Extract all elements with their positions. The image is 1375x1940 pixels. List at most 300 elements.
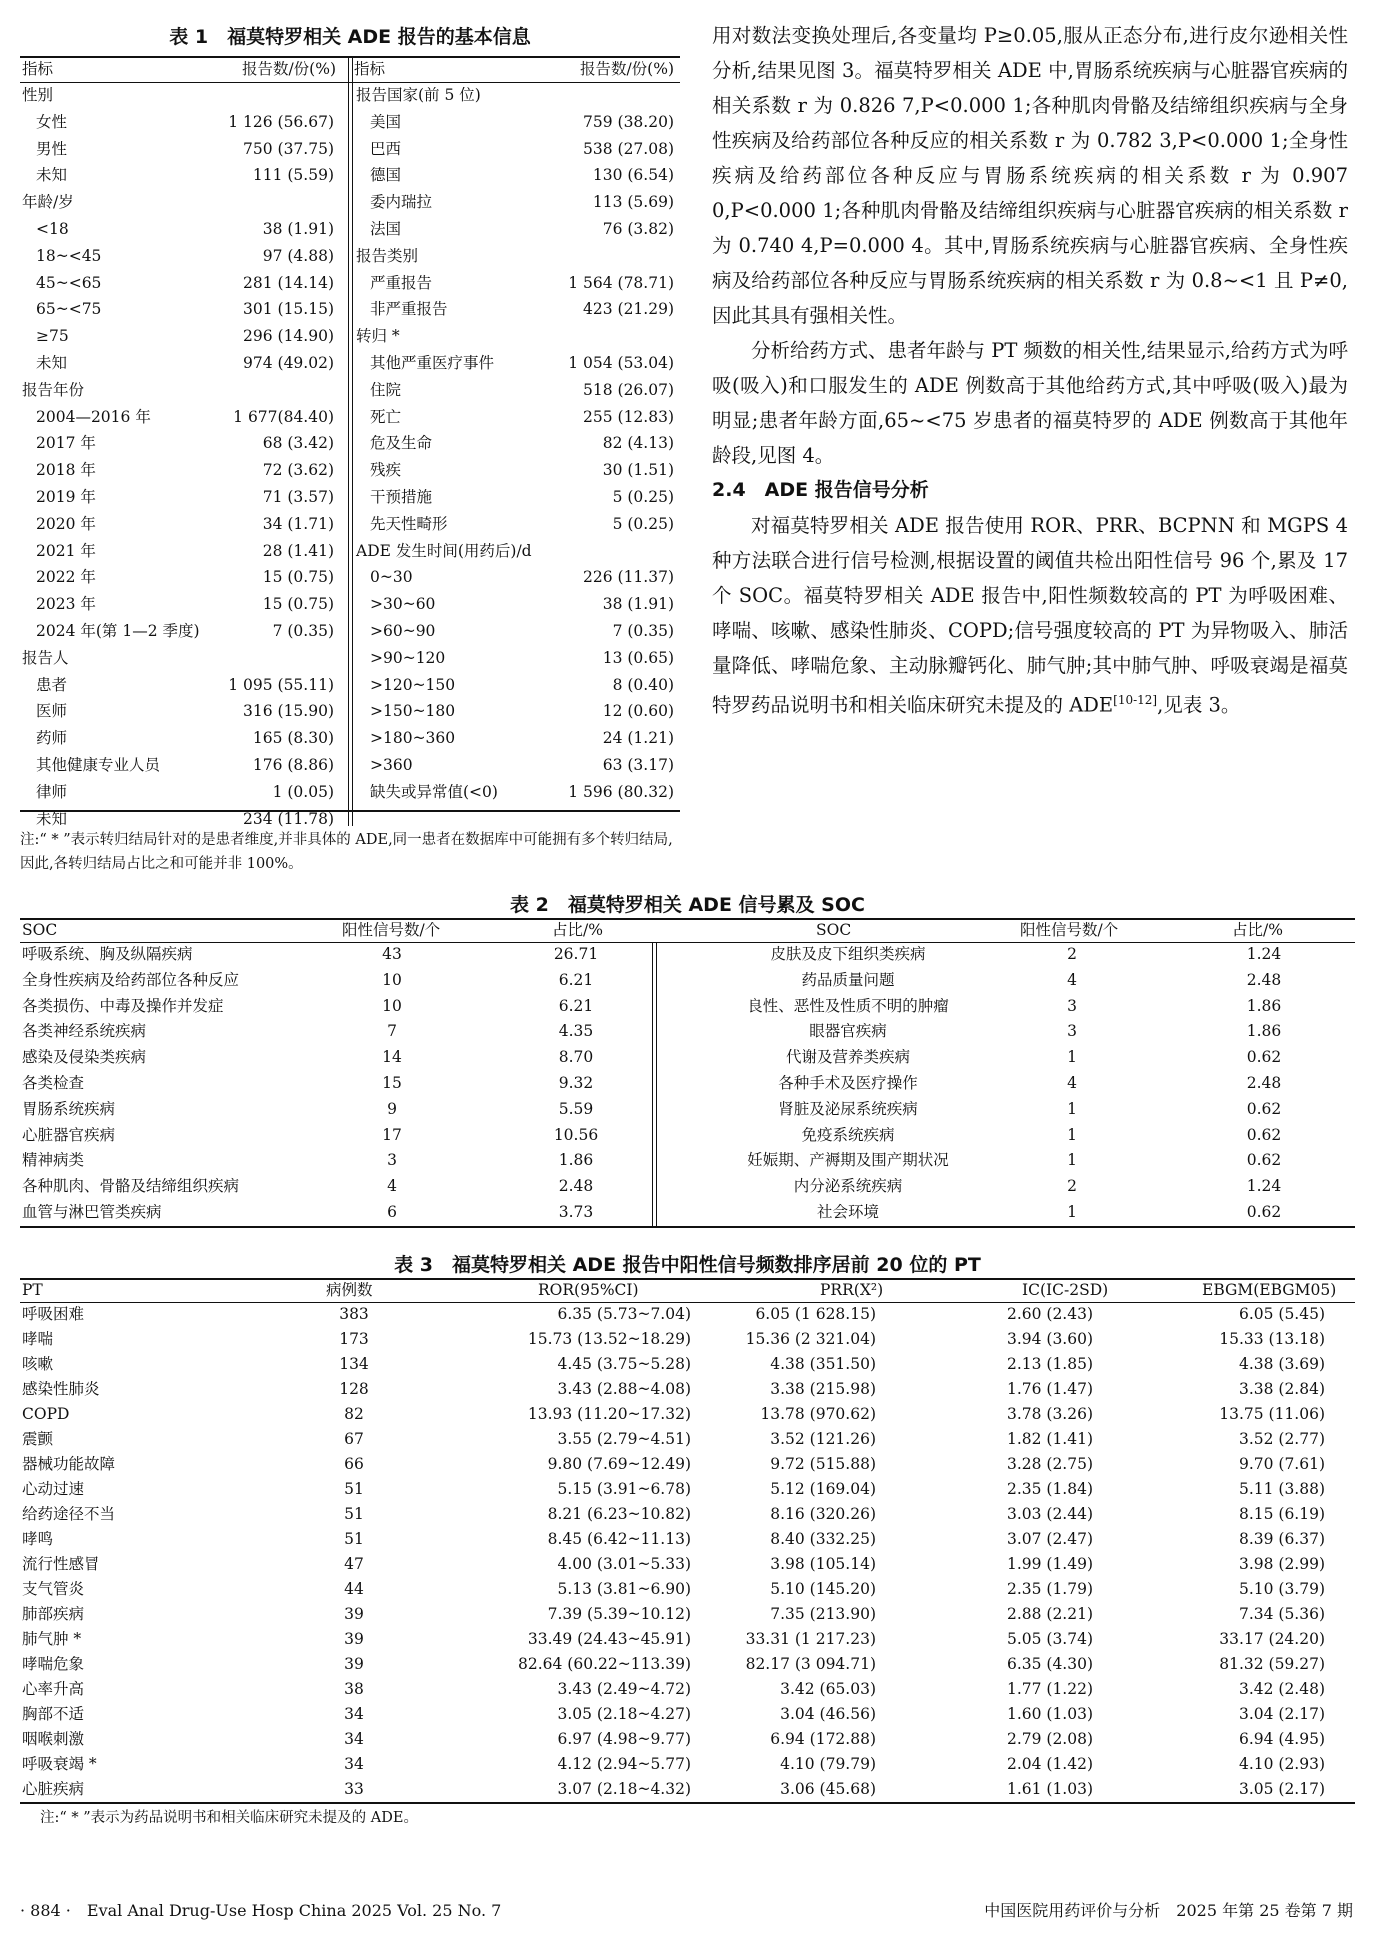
table1-cell-value: 316 (15.90) [243,702,334,721]
table3-header-ebgm: EBGM(EBGM05) [1202,1281,1337,1299]
table1-cell-label: 2020 年 [36,514,96,533]
table3-row [20,1577,1355,1602]
table1-cell-value: 30 (1.51) [602,461,674,480]
table2-cell-soc: 全身性疾病及给药部位各种反应 [22,970,240,989]
table1-row [354,404,680,431]
table3-cell-ror: 13.93 (11.20~17.32) [527,1405,691,1423]
table2-cell-count: 2 [1067,1177,1077,1196]
table1-cell-label: >30~60 [370,595,436,614]
table2-row [20,1148,1355,1174]
table3-cell-ic: 1.77 (1.22) [1006,1680,1093,1698]
table1-row [354,538,680,565]
table1-cell-label: 美国 [370,112,402,131]
table3-cell-ic: 3.94 (3.60) [1006,1330,1093,1348]
table1-header-col2: 报告数/份(%) [241,60,336,78]
table1-cell-label: 法国 [370,219,402,238]
table3-row [20,1352,1355,1377]
footer-right: 中国医院用药评价与分析 2025 年第 25 卷第 7 期 [984,1901,1353,1920]
table2-cell-count: 4 [387,1177,397,1196]
table1-cell-value: 423 (21.29) [583,300,674,319]
table3-row [20,1502,1355,1527]
table1-cell-label: 缺失或异常值(<0) [370,782,498,801]
table1-row [20,323,348,350]
table1-cell-label: 2021 年 [36,541,96,560]
table1-row [354,350,680,377]
table1-cell-value: 72 (3.62) [262,461,334,480]
table1-cell-label: <18 [36,219,69,238]
table2-cell-count: 17 [382,1125,402,1144]
table1-cell-value: 76 (3.82) [602,219,674,238]
table1-row [354,564,680,591]
table1-row [354,698,680,725]
table1-cell-label: 巴西 [370,139,402,158]
table3-cell-cases: 134 [339,1355,369,1373]
table1-cell-label: 医师 [36,702,68,721]
table1-cell-value: 12 (0.60) [602,702,674,721]
table3-cell-ic: 1.76 (1.47) [1006,1380,1093,1398]
table1-cell-label: >150~180 [370,702,456,721]
table3-cell-prr: 9.72 (515.88) [770,1455,876,1473]
table1-right-body [354,82,680,806]
table2-cell-soc: 免疫系统疾病 [801,1125,895,1144]
table2-cell-soc: 妊娠期、产褥期及围产期状况 [747,1151,949,1170]
table2-cell-soc: 各种肌肉、骨骼及结缔组织疾病 [22,1177,240,1196]
table2-cell-soc: 血管与淋巴管类疾病 [22,1202,162,1221]
table2-cell-soc: 胃肠系统疾病 [22,1099,116,1118]
table1-cell-value: 38 (1.91) [602,595,674,614]
table3-cell-ic: 1.82 (1.41) [1006,1430,1093,1448]
table2-cell-count: 10 [382,996,402,1015]
table2-cell-soc: 眼器官疾病 [809,1022,887,1041]
table1-row [354,752,680,779]
table3-cell-cases: 51 [344,1480,364,1498]
table1-row [20,243,348,270]
table1-cell-value: 1 564 (78.71) [568,273,674,292]
table1-cell-value: 71 (3.57) [262,487,334,506]
table3-cell-prr: 6.94 (172.88) [770,1730,876,1748]
table1-cell-value: 111 (5.59) [252,166,334,185]
table2-cell-soc: 肾脏及泌尿系统疾病 [778,1099,918,1118]
table3-cell-pt: 流行性感冒 [22,1555,100,1573]
table3-cell-prr: 3.06 (45.68) [780,1780,876,1798]
table3-header-ic: IC(IC-2SD) [1022,1281,1109,1299]
table3-cell-pt: 呼吸困难 [22,1305,85,1323]
table1-row [354,216,680,243]
table3-cell-ic: 1.61 (1.03) [1006,1780,1093,1798]
table3-cell-ic: 2.60 (2.43) [1006,1305,1093,1323]
table1-cell-label: 先天性畸形 [370,514,448,533]
table3-cell-ic: 2.13 (1.85) [1006,1355,1093,1373]
table2-row [20,1123,1355,1149]
table3-cell-ic: 3.07 (2.47) [1006,1530,1093,1548]
table2-cell-count: 1 [1067,1125,1077,1144]
table1-cell-label: 转归 * [356,327,400,346]
table2-cell-pct: 2.48 [1246,1073,1282,1092]
table3-cell-ic: 1.60 (1.03) [1006,1705,1093,1723]
table2-cell-count: 6 [387,1202,397,1221]
table3-cell-cases: 34 [344,1705,364,1723]
table1-row [354,82,680,109]
table2-row [20,1071,1355,1097]
table1-row [354,725,680,752]
table1-row [20,618,348,645]
table2-cell-pct: 1.24 [1246,1177,1282,1196]
table3-cell-ic: 5.05 (3.74) [1006,1630,1093,1648]
table2-cell-soc: 药品质量问题 [801,970,895,989]
table2-row [20,968,1355,994]
table2-cell-pct: 1.86 [558,1151,594,1170]
table3-cell-pt: 肺部疾病 [22,1605,85,1623]
paragraph-3 [712,508,1348,723]
table2-row [20,1174,1355,1200]
table3-cell-ebgm: 15.33 (13.18) [1219,1330,1325,1348]
table3-row [20,1427,1355,1452]
table1-cell-label: 65~<75 [36,300,102,319]
table1-row [354,591,680,618]
table3-cell-pt: 呼吸衰竭 * [22,1755,97,1773]
table1-cell-value: 34 (1.71) [262,514,334,533]
table3-cell-ror: 9.80 (7.69~12.49) [547,1455,691,1473]
table2-cell-count: 14 [382,1048,402,1067]
table2-cell-count: 43 [382,945,402,963]
table1-row [20,430,348,457]
table1-row [20,136,348,163]
table3-cell-cases: 82 [344,1405,364,1423]
table3-header-pt: PT [22,1281,43,1299]
table2-title: 表 2 福莫特罗相关 ADE 信号累及 SOC [510,894,865,916]
table1-row [20,672,348,699]
table3-row [20,1402,1355,1427]
table3-cell-cases: 51 [344,1505,364,1523]
table3-row [20,1727,1355,1752]
table1-cell-label: 报告类别 [356,246,419,265]
table3-row [20,1702,1355,1727]
table1-cell-label: 严重报告 [370,273,433,292]
table3-cell-ror: 4.00 (3.01~5.33) [557,1555,691,1573]
table1-cell-label: 报告国家(前 5 位) [356,86,481,104]
table1-cell-label: 未知 [36,353,68,372]
table2-cell-count: 15 [382,1073,402,1092]
table1-row [20,109,348,136]
table2-cell-pct: 0.62 [1246,1151,1282,1170]
table3-cell-ror: 5.15 (3.91~6.78) [557,1480,691,1498]
table1-cell-value: 28 (1.41) [262,541,334,560]
table1-note: 注:“ * ”表示转归结局针对的是患者维度,并非具体的 ADE,同一患者在数据库中可能拥有多个转归结局,因此,各转归结局占比之和可能并非 100%。 [20,832,673,872]
table2-row [20,1019,1355,1045]
table2-cell-pct: 5.59 [558,1099,594,1118]
table3-cell-pt: 胸部不适 [22,1705,85,1723]
table3-cell-ic: 3.28 (2.75) [1006,1455,1093,1473]
table2-cell-pct: 1.86 [1246,1022,1282,1041]
table1-cell-value: 281 (14.14) [243,273,334,292]
table3-row [20,1677,1355,1702]
table1-row [20,404,348,431]
table3-cell-ror: 4.12 (2.94~5.77) [557,1755,691,1773]
table1-row [20,564,348,591]
table3-cell-pt: 哮喘 [22,1330,54,1348]
table2-cell-count: 1 [1067,1202,1077,1221]
table3-cell-ic: 2.88 (2.21) [1006,1605,1093,1623]
table3-cell-ebgm: 5.10 (3.79) [1238,1580,1325,1598]
table3-cell-ror: 33.49 (24.43~45.91) [527,1630,691,1648]
table2-cell-count: 10 [382,970,402,989]
table3-cell-ic: 3.78 (3.26) [1006,1405,1093,1423]
table3-cell-cases: 128 [339,1380,369,1398]
table1-row [354,243,680,270]
table3-row [20,1652,1355,1677]
table1-cell-label: >60~90 [370,621,436,640]
table1-cell-value: 538 (27.08) [583,139,674,158]
table1-row [20,725,348,752]
table3-cell-pt: 咽喉刺激 [22,1730,85,1748]
table3-cell-pt: 咳嗽 [22,1355,54,1373]
table3-cell-ic: 2.35 (1.79) [1006,1580,1093,1598]
table3-cell-cases: 33 [344,1780,364,1798]
table2-cell-pct: 0.62 [1246,1125,1282,1144]
table2-cell-pct: 26.71 [553,945,599,963]
table1-cell-label: 18~<45 [36,246,102,265]
table1-cell-label: 年龄/岁 [22,193,74,212]
table2-cell-pct: 8.70 [558,1048,594,1067]
table2-cell-count: 2 [1067,945,1077,963]
table1-cell-label: >120~150 [370,675,456,694]
table1-cell-value: 68 (3.42) [262,434,334,453]
table1-row [354,189,680,216]
table3-row [20,1627,1355,1652]
paragraph-2: 分析给药方式、患者年龄与 PT 频数的相关性,结果显示,给药方式为呼吸(吸入)和口服发生的 ADE 例数高于其他给药方式,其中呼吸(吸入)最为明显;患者年龄方面,65~<75 岁患者的福莫特罗的 ADE 例数高于其他年龄段,见图 4。 [712,339,1348,467]
table2-cell-pct: 0.62 [1246,1202,1282,1221]
table3-cell-ebgm: 33.17 (24.20) [1219,1630,1325,1648]
table3-cell-prr: 3.42 (65.03) [780,1680,876,1698]
table1-cell-label: 死亡 [370,407,402,426]
table1-cell-label: 2019 年 [36,487,96,506]
table1-cell-label: ADE 发生时间(用药后)/d [356,541,532,560]
table1-row [20,189,348,216]
table1-cell-label: >180~360 [370,729,456,748]
table1-cell-value: 8 (0.40) [612,675,674,694]
table3-cell-cases: 44 [344,1580,364,1598]
table1-row [20,591,348,618]
table2-divider [652,942,657,1228]
table1-row [20,779,348,806]
table1-left-body [20,82,348,832]
table3-row [20,1752,1355,1777]
table1-row [20,296,348,323]
table3-row [20,1777,1355,1802]
table1-cell-value: 165 (8.30) [252,729,334,748]
table3-cell-prr: 3.98 (105.14) [770,1555,876,1573]
table3-cell-prr: 15.36 (2 321.04) [745,1330,876,1348]
table1-cell-label: 性别 [22,86,54,104]
table3-row [20,1527,1355,1552]
table2-body [20,942,1355,1226]
table2-cell-count: 4 [1067,1073,1077,1092]
table2-cell-pct: 1.86 [1246,996,1282,1015]
table3-cell-ic: 3.03 (2.44) [1006,1505,1093,1523]
table1-cell-value: 7 (0.35) [612,621,674,640]
table2-header-count-right: 阳性信号数/个 [1020,921,1119,939]
table1-cell-value: 301 (15.15) [243,300,334,319]
table1-cell-value: 24 (1.21) [602,729,674,748]
table2-row [20,1200,1355,1226]
table3-cell-ebgm: 6.05 (5.45) [1238,1305,1325,1323]
table1-row [20,162,348,189]
table3-cell-ror: 6.35 (5.73~7.04) [557,1305,691,1323]
table1-row [354,779,680,806]
table1-cell-value: 759 (38.20) [583,112,674,131]
table1-cell-value: 518 (26.07) [583,380,674,399]
table2-cell-soc: 各种手术及医疗操作 [778,1073,918,1092]
table2-row [20,1097,1355,1123]
table1-row [354,136,680,163]
table1-cell-value: 1 126 (56.67) [228,112,334,131]
table1-row [354,457,680,484]
table3-cell-pt: 支气管炎 [22,1580,85,1598]
table3-cell-prr: 3.38 (215.98) [770,1380,876,1398]
table2-row [20,942,1355,968]
table1-cell-label: 女性 [36,112,68,131]
table1-cell-value: 1 677(84.40) [233,407,334,426]
table3-cell-ror: 3.07 (2.18~4.32) [557,1780,691,1798]
table2-cell-count: 3 [387,1151,397,1170]
table1-cell-value: 15 (0.75) [262,568,334,587]
table2-header [20,918,1355,942]
table1-header-col3: 指标 [354,60,386,78]
table3-cell-ebgm: 3.05 (2.17) [1238,1780,1325,1798]
table3-cell-ic: 6.35 (4.30) [1006,1655,1093,1673]
table1-row [20,350,348,377]
table1-cell-value: 176 (8.86) [252,755,334,774]
table2-cell-soc: 精神病类 [22,1151,85,1170]
table1-cell-value: 7 (0.35) [272,621,334,640]
table1-cell-label: 其他健康专业人员 [36,755,161,774]
table3-cell-pt: 心脏疾病 [22,1780,85,1798]
table1-row [354,109,680,136]
table3-title: 表 3 福莫特罗相关 ADE 报告中阳性信号频数排序居前 20 位的 PT [394,1254,981,1276]
table2-cell-soc: 呼吸系统、胸及纵隔疾病 [22,945,193,963]
table1-cell-value: 296 (14.90) [243,327,334,346]
table1-row [354,484,680,511]
table3-row [20,1477,1355,1502]
table3-cell-pt: 肺气肿 * [22,1630,82,1648]
table1-row [20,511,348,538]
table1-divider [348,56,353,826]
table3-cell-prr: 4.10 (79.79) [780,1755,876,1773]
table1-cell-value: 1 596 (80.32) [568,782,674,801]
table3-cell-ebgm: 81.32 (59.27) [1219,1655,1325,1673]
table3-cell-ror: 3.55 (2.79~4.51) [557,1430,691,1448]
table2-cell-soc: 各类损伤、中毒及操作并发症 [22,996,224,1015]
table1-cell-label: 危及生命 [370,434,433,453]
table3-header [20,1278,1355,1302]
table3-cell-prr: 13.78 (970.62) [760,1405,876,1423]
table3-cell-ebgm: 3.42 (2.48) [1238,1680,1325,1698]
table2-cell-soc: 社会环境 [816,1202,879,1221]
table1-row [20,484,348,511]
table2-cell-soc: 各类神经系统疾病 [22,1022,147,1041]
table1-cell-value: 82 (4.13) [602,434,674,453]
table3-cell-cases: 67 [344,1430,364,1448]
table3-cell-cases: 47 [344,1555,364,1573]
table3-cell-prr: 5.12 (169.04) [770,1480,876,1498]
table1-cell-value: 255 (12.83) [583,407,674,426]
table3-cell-pt: 感染性肺炎 [22,1380,100,1398]
table1-row [20,270,348,297]
table2-cell-soc: 心脏器官疾病 [22,1125,116,1144]
table3-cell-ror: 3.43 (2.88~4.08) [557,1380,691,1398]
table1-header-col4: 报告数/份(%) [579,60,674,78]
table3-cell-cases: 34 [344,1730,364,1748]
table3-cell-ror: 8.45 (6.42~11.13) [547,1530,691,1548]
paragraph-3-text: 对福莫特罗相关 ADE 报告使用 ROR、PRR、BCPNN 和 MGPS 4 种方法联合进行信号检测,根据设置的阈值共检出阳性信号 96 个,累及 17 个 SOC。福莫特罗相关 ADE 报告中,阳性频数较高的 PT 为呼吸困难、哮喘、咳嗽、感染性肺炎、COPD;信号强度较高的 PT 为异物吸入、肺活量降低、哮喘危象、主动脉瓣钙化、肺气肿;其中肺气肿、呼吸衰竭是福莫特罗药品说明书和相关临床研究未提及的 ADE [712,514,1348,717]
table1-row [354,270,680,297]
table3-cell-cases: 34 [344,1755,364,1773]
table1-row [354,672,680,699]
table3-row [20,1327,1355,1352]
table2-cell-pct: 6.21 [558,996,594,1015]
table3-cell-ebgm: 13.75 (11.06) [1219,1405,1325,1423]
table3-header-prr: PRR(X²) [820,1281,884,1299]
table1-row [354,323,680,350]
table3-cell-pt: 哮喘危象 [22,1655,85,1673]
table1-cell-value: 97 (4.88) [262,246,334,265]
table3-cell-ebgm: 4.10 (2.93) [1238,1755,1325,1773]
table1-cell-label: 2018 年 [36,461,96,480]
table1-row [354,430,680,457]
table1-row [20,216,348,243]
table2-cell-soc: 内分泌系统疾病 [793,1177,903,1196]
table3-cell-cases: 39 [344,1655,364,1673]
table1-cell-label: 2022 年 [36,568,96,587]
table3-cell-ror: 82.64 (60.22~113.39) [518,1655,691,1673]
table2-header-soc-left: SOC [22,921,58,939]
table3-cell-ebgm: 3.98 (2.99) [1238,1555,1325,1573]
table1-cell-value: 113 (5.69) [592,193,674,212]
table1-cell-label: 报告人 [22,648,69,667]
table2-cell-soc: 皮肤及皮下组织类疾病 [770,945,926,963]
footer-left: · 884 · Eval Anal Drug-Use Hosp China 2025 Vol. 25 No. 7 [20,1901,502,1920]
table2-cell-count: 3 [1067,1022,1077,1041]
table1-cell-label: 报告年份 [22,380,85,399]
table1-cell-label: 2017 年 [36,434,96,453]
table2-cell-count: 1 [1067,1099,1077,1118]
table3-cell-ror: 3.05 (2.18~4.27) [557,1705,691,1723]
table3-cell-ror: 5.13 (3.81~6.90) [557,1580,691,1598]
table2-cell-pct: 3.73 [558,1202,594,1221]
table1-cell-value: 1 (0.05) [272,782,334,801]
table3-cell-cases: 51 [344,1530,364,1548]
table3-cell-prr: 33.31 (1 217.23) [745,1630,876,1648]
table1-cell-label: 干预措施 [370,487,433,506]
table3-cell-ebgm: 4.38 (3.69) [1238,1355,1325,1373]
table3-cell-ebgm: 8.39 (6.37) [1238,1530,1325,1548]
table2-header-pct-left: 占比/% [552,921,603,939]
table3-header-ror: ROR(95%CI) [538,1281,639,1299]
table3-cell-ic: 2.35 (1.84) [1006,1480,1093,1498]
table2-cell-count: 3 [1067,996,1077,1015]
table3-cell-pt: 器械功能故障 [22,1455,116,1473]
table1-cell-label: 2004—2016 年 [36,407,151,426]
table2-cell-pct: 6.21 [558,970,594,989]
table3-row [20,1302,1355,1327]
table2-cell-soc: 代谢及营养类疾病 [785,1048,910,1067]
table1-row [20,698,348,725]
table1-cell-value: 1 054 (53.04) [568,353,674,372]
table1-row [20,538,348,565]
table2-cell-count: 9 [387,1099,397,1118]
table2 [20,918,1355,1228]
table3-cell-prr: 8.16 (320.26) [770,1505,876,1523]
